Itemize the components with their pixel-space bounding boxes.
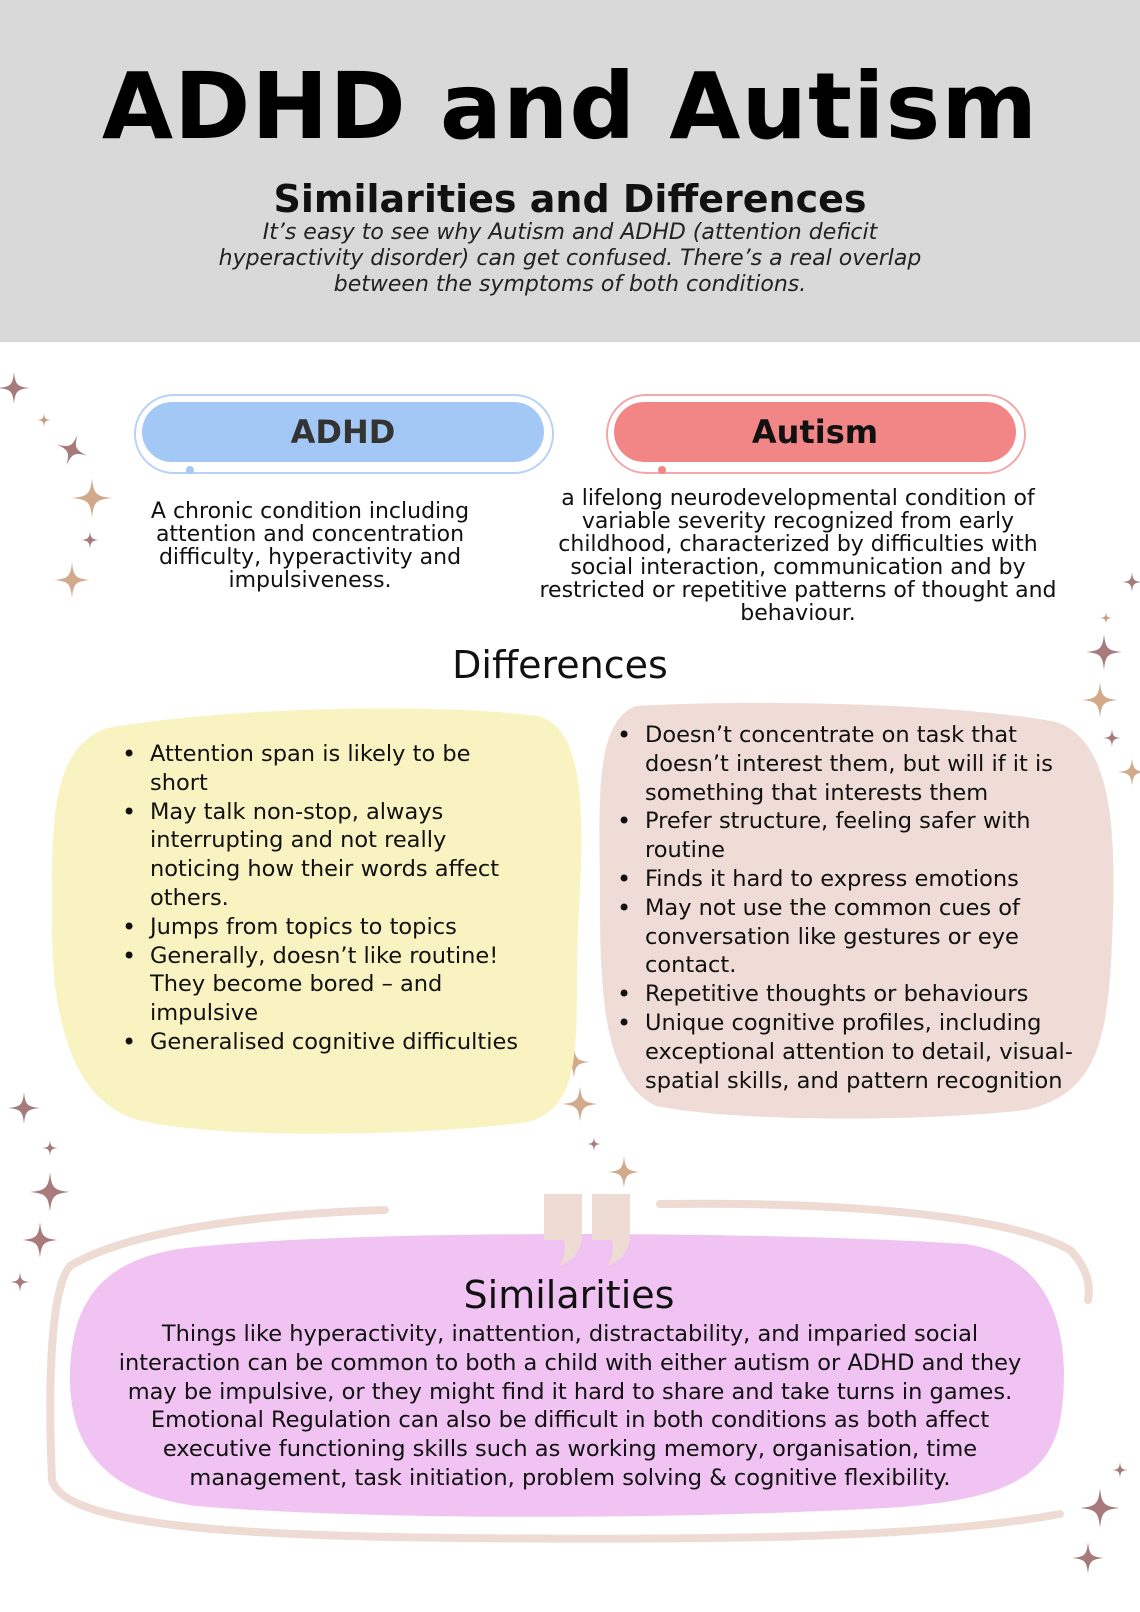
- differences-title: Differences: [452, 643, 668, 687]
- list-item: • May talk non-stop, always interrupting and not really noticing how their words affect others.: [120, 798, 520, 913]
- page-title: ADHD and Autism: [101, 53, 1039, 160]
- similarities-title: Similarities: [463, 1273, 675, 1317]
- list-item: • Jumps from topics to topics: [120, 913, 520, 942]
- adhd-differences-list: [120, 740, 520, 1057]
- autism-label: Autism: [614, 402, 1016, 462]
- list-item: • May not use the common cues of conversation like gestures or eye contact.: [615, 894, 1085, 980]
- autism-pill-dot: [658, 466, 666, 474]
- autism-definition: a lifelong neurodevelopmental condition of variable severity recognized from early childhood, characterized by difficulties with social interaction, communication and by restricted or repetitive patterns of thought and behaviour.: [539, 486, 1057, 626]
- list-item: • Unique cognitive profiles, including exceptional attention to detail, visual-spatial skills, and pattern recognition: [615, 1009, 1085, 1095]
- intro-text: It’s easy to see why Autism and ADHD (attention deficit hyperactivity disorder) can get confused. There’s a real overlap between the symptoms of both conditions.: [218, 220, 922, 297]
- list-item: • Prefer structure, feeling safer with routine: [615, 807, 1085, 865]
- page-subtitle: Similarities and Differences: [273, 177, 867, 221]
- list-item: • Doesn’t concentrate on task that doesn’t interest them, but will if it is something that interests them: [615, 721, 1085, 807]
- list-item: • Attention span is likely to be short: [120, 740, 520, 798]
- adhd-definition: A chronic condition including attention and concentration difficulty, hyperactivity and impulsiveness.: [150, 499, 470, 593]
- quote-icon: [538, 1190, 638, 1270]
- adhd-pill-dot: [186, 466, 194, 474]
- list-item: • Finds it hard to express emotions: [615, 865, 1085, 894]
- list-item: • Generalised cognitive difficulties: [120, 1028, 520, 1057]
- similarities-text: Things like hyperactivity, inattention, distractability, and imparied social interaction can be common to both a child with either autism or ADHD and they may be impulsive, or they might find it hard to share and take turns in games. Emotional Regulation can also be difficult in both conditions as both affect executive functioning skills such as working memory, organisation, time management, task initiation, problem solving & cognitive flexibility.: [118, 1321, 1022, 1491]
- autism-differences-list: [615, 721, 1085, 1095]
- list-item: • Generally, doesn’t like routine! They become bored – and impulsive: [120, 942, 520, 1028]
- adhd-label: ADHD: [142, 402, 544, 462]
- list-item: • Repetitive thoughts or behaviours: [615, 980, 1085, 1009]
